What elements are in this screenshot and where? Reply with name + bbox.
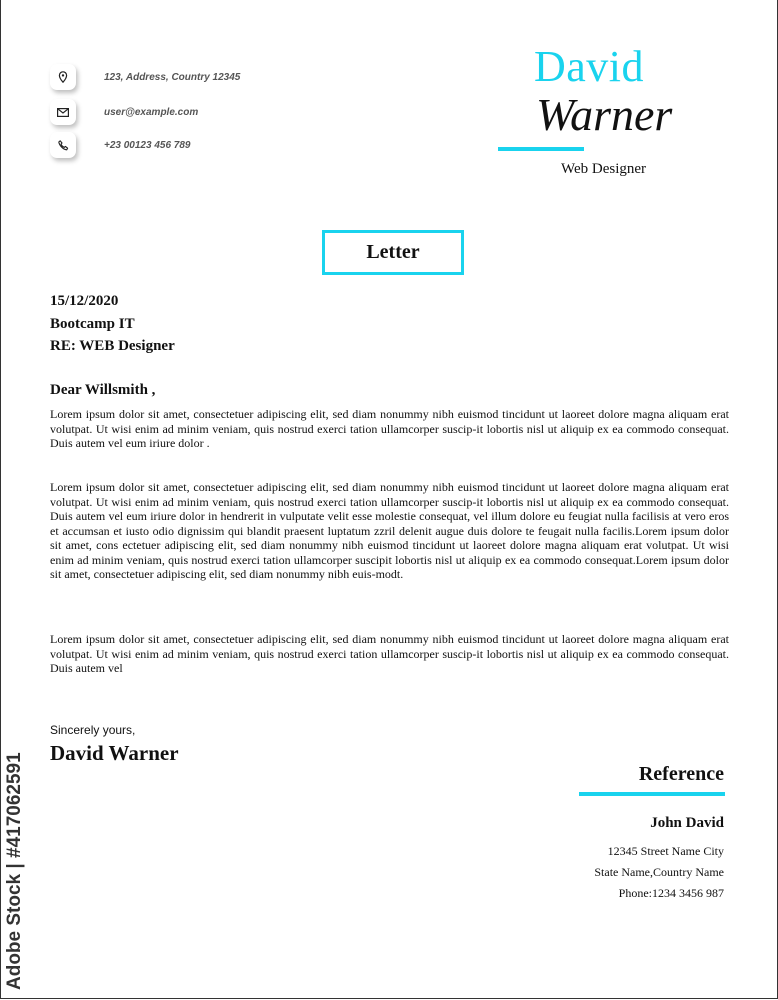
- reference-state: State Name,Country Name: [594, 865, 724, 879]
- envelope-icon: [50, 99, 76, 125]
- reference-heading: Reference: [638, 763, 724, 785]
- name-accent-bar: [498, 147, 584, 151]
- reference-accent-bar: [579, 792, 725, 796]
- letter-paragraph-3: Lorem ipsum dolor sit amet, consectetuer adipiscing elit, sed diam nonummy nibh euismod tincidunt ut laoreet dolore magna aliquam erat volutpat. Ut wisi enim ad minim veniam, quis nostrud exerci tation ullamcorper suscip-it lobortis nisl ut aliquip ex ea commodo consequat. Duis autem vel: [50, 632, 729, 675]
- header-first-name: David: [534, 42, 645, 91]
- reference-name: John David: [650, 815, 724, 831]
- contact-address: 123, Address, Country 12345: [104, 71, 241, 83]
- contact-phone-row: [50, 132, 190, 158]
- phone-icon: [50, 132, 76, 158]
- signature-name: David Warner: [50, 741, 179, 765]
- contact-address-row: [50, 64, 240, 90]
- contact-phone: +23 00123 456 789: [104, 139, 191, 151]
- letter-subject: RE: WEB Designer: [50, 338, 175, 354]
- reference-phone: Phone:1234 3456 987: [618, 886, 724, 900]
- header-last-name: Warner: [536, 89, 673, 140]
- letter-company: Bootcamp IT: [50, 316, 135, 332]
- location-pin-icon: [50, 64, 76, 90]
- letter-closing: Sincerely yours,: [50, 723, 136, 737]
- job-title: Web Designer: [561, 161, 647, 177]
- letter-heading-box: [322, 230, 464, 275]
- letter-paragraph-2: Lorem ipsum dolor sit amet, consectetuer adipiscing elit, sed diam nonummy nibh euismod tincidunt ut laoreet dolore magna aliquam erat volutpat. Ut wisi enim ad minim veniam, quis nostrud exerci tation ullamcorper suscip-it lobortis nisl ut aliquip ex ea commodo consequat. Duis autem vel eum iriure dolor in hendrerit in vulputate velit esse molestie consequat, vel illum dolore eu feugiat nulla facilisis at vero eros et accumsan et iusto odio dignissim qui blandit praesent luptatum zzril delenit augue duis dolore te feugait nulla facilis.Lorem ipsum dolor sit amet, cons ectetuer adipiscing elit, sed diam nonummy nibh euismod tincidunt ut laoreet dolore magna aliquam erat volutpat. Ut wisi enim ad minim veniam, quis nostrud exerci tation ullamcorper suscipit lobortis nisl ut aliquip ex ea commodo consequat.Lorem ipsum dolor sit amet, consectetuer adipiscing elit, sed diam nonummy nibh euis-modt.: [50, 480, 729, 581]
- letter-paragraph-1: Lorem ipsum dolor sit amet, consectetuer adipiscing elit, sed diam nonummy nibh euismod tincidunt ut laoreet dolore magna aliquam erat volutpat. Ut wisi enim ad minim veniam, quis nostrud exerci tation ullamcorper suscip-it lobortis nisl ut aliquip ex ea commodo consequat. Duis autem vel eum iriure dolor .: [50, 407, 729, 450]
- letter-date: 15/12/2020: [50, 293, 119, 309]
- letter-heading: Letter: [366, 241, 420, 263]
- contact-email[interactable]: user@example.com: [104, 106, 199, 118]
- letter-greeting: Dear Willsmith ,: [50, 382, 156, 398]
- reference-street: 12345 Street Name City: [607, 844, 724, 858]
- contact-email-row: [50, 99, 198, 125]
- stock-watermark: Adobe Stock | #417062591: [4, 752, 25, 990]
